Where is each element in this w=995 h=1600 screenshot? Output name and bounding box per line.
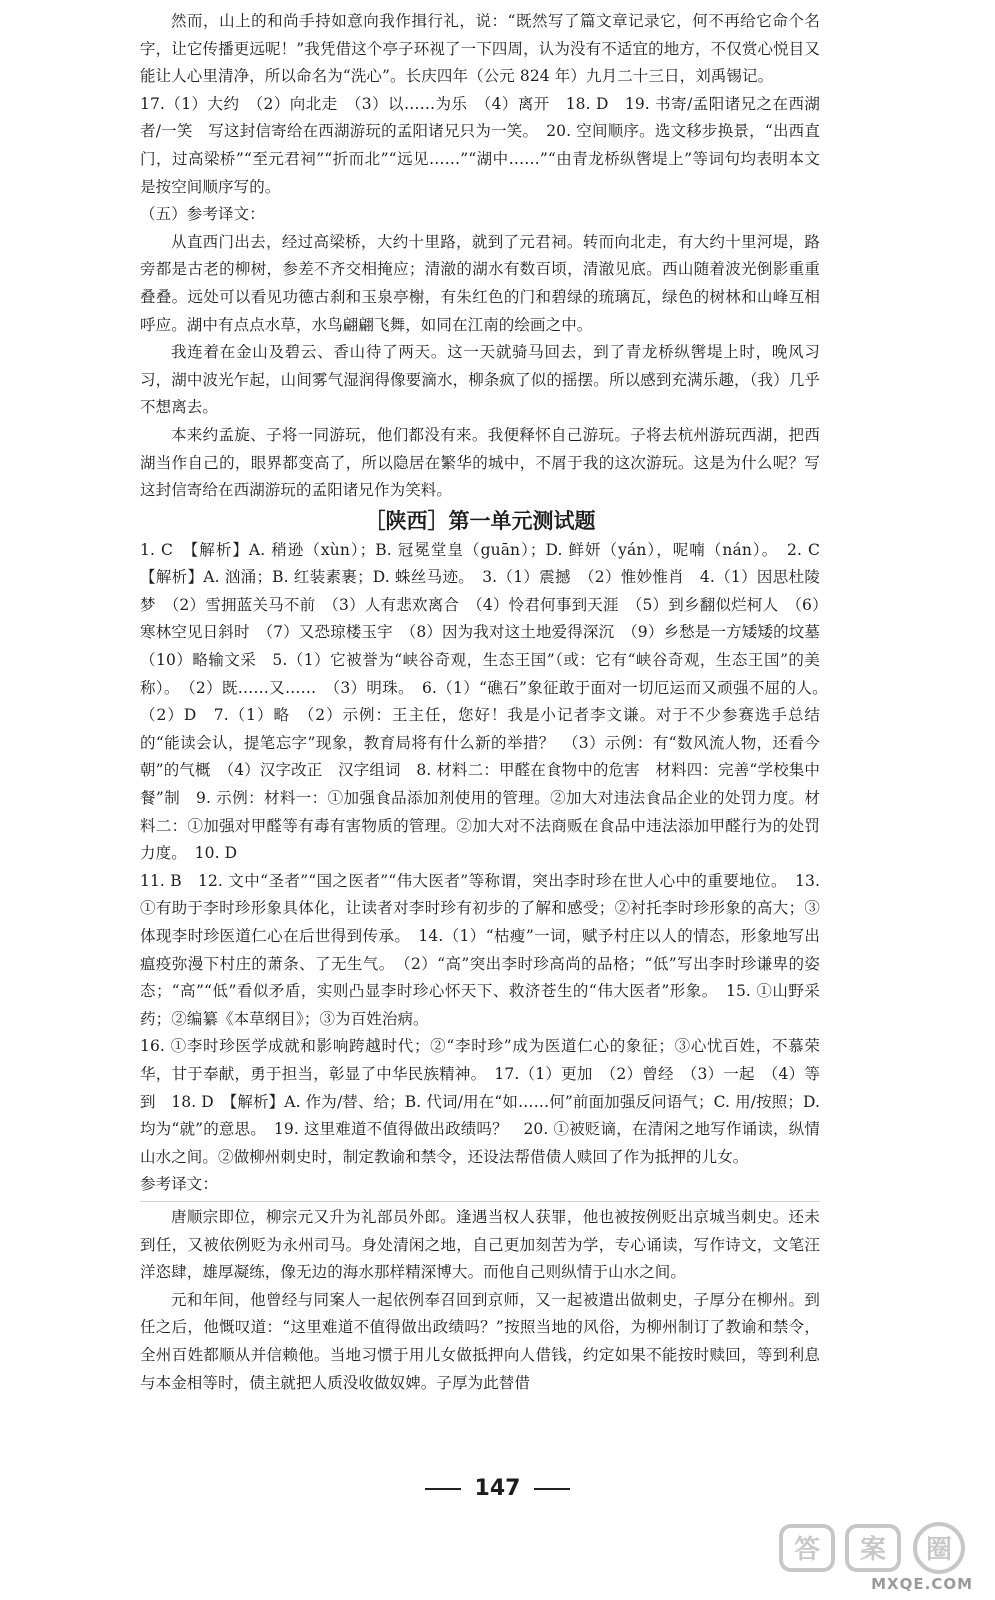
page-number-value: 147 (474, 1476, 521, 1501)
paragraph-p8: 11. B 12. 文中“圣者”“国之医者”“伟大医者”等称谓，突出李时珍在世人心中的重要地位。 13. ①有助于李时珍形象具体化，让读者对李时珍有初步的了解和感受；②衬托李时珍形象的高大；③体现李时珍医道仁心在后世得到传承。 14.（1）“枯瘦”一词，赋予村庄以人的情态，形象地写出瘟疫弥漫下村庄的萧条、了无生气。 （2）“高”突出李时珍高尚的品格；“低”写出李时珍谦卑的姿态；“高”“低”看似矛盾，实则凸显李时珍心怀天下、救济苍生的“伟大医者”形象。 15. ①山野采药；②编纂《本草纲目》；③为百姓治病。 (140, 871, 820, 1028)
paragraph-p1: 然而，山上的和尚手持如意向我作揖行礼，说：“既然写了篇文章记录它，何不再给它命个名字，让它传播更远呢！”我凭借这个亭子环视了一下四周，认为没有不适宜的地方，不仅赏心悦目又能让人心里清净，所以命名为“洗心”。长庆四年（公元 824 年）九月二十三日，刘禹锡记。 (140, 12, 820, 86)
paragraph-p10: 参考译文： (140, 1175, 219, 1194)
watermark-char-3: 圈 (925, 1535, 953, 1565)
paragraph-p11: 唐顺宗即位，柳宗元又升为礼部员外郎。逢遇当权人获罪，他也被按例贬出京城当刺史。还未到任，又被依例贬为永州司马。身处清闲之地，自己更加刻苦为学，专心诵读，写作诗文，文笔汪洋恣肆，雄厚凝练，像无边的海水那样精深博大。而他自己则纵情于山水之间。 (140, 1207, 820, 1282)
paragraph-p12: 元和年间，他曾经与同案人一起依例奉召回到京师，又一起被遣出做刺史，子厚分在柳州。到任之后，他慨叹道：“这里难道不值得做出政绩吗？”按照当地的风俗，为柳州制订了教谕和禁令，全州百姓都顺从并信赖他。当地习惯于用儿女做抵押向人借钱，约定如果不能按时赎回，等到利息与本金相等时，债主就把人质没收做奴婢。子厚为此替借 (140, 1290, 820, 1392)
page-number (0, 1476, 995, 1501)
page-number-dash-right (534, 1488, 570, 1490)
translation-section (140, 1204, 820, 1397)
paragraph-p3: （五）参考译文： (140, 205, 265, 224)
paragraph-p6: 本来约孟旋、子将一同游玩，他们都没有来。我便释怀自己游玩。子将去杭州游玩西湖，把西湖当作自己的，眼界都变高了，所以隐居在繁华的城中，不屑于我的这次游玩。这是为什么呢？写这封信寄给在西湖游玩的孟阳诸兄作为笑料。 (140, 425, 820, 500)
paragraph-p7: 1. C 【解析】A. 稍逊（xùn）；B. 冠冕堂皇（guān）；D. 鲜妍（yán），呢喃（nán）。 2. C 【解析】A. 汹涌；B. 红装素裹；D. 蛛丝马迹。 3.（1）震撼 （2）惟妙惟肖 4.（1）因思杜陵梦 （2）雪拥蓝关马不前 （3）人有悲欢离合 （4）怜君何事到天涯 （5）到乡翻似烂柯人 （6）寒林空见日斜时 （7）又恐琼楼玉宇 （8）因为我对这土地爱得深沉 （9）乡愁是一方矮矮的坟墓 （10）略输文采 5.（1）它被誉为“峡谷奇观，生态王国”（或：它有“峡谷奇观，生态王国”的美称）。 （2）既……又…… （3）明珠。 6.（1）“礁石”象征敢于面对一切厄运而又顽强不屈的人。 （2）D 7.（1）略 （2）示例：王主任，您好！我是小记者李文谦。对于不少参赛选手总结的“能读会认，提笔忘字”现象，教育局将有什么新的举措？ （3）示例：有“数风流人物，还看今朝”的气概 （4）汉字改正 汉字组词 8. 材料二：甲醛在食物中的危害 材料四：完善“学校集中餐”制 9. 示例：材料一：①加强食品添加剂使用的管理。②加大对违法食品企业的处罚力度。材料二：①加强对甲醛等有毒有害物质的管理。②加大对不法商贩在食品中违法添加甲醛行为的处罚力度。 10. D (140, 540, 836, 863)
answer-section-unit-test (140, 537, 836, 1199)
divider (140, 1201, 820, 1202)
paragraph-p5: 我连着在金山及碧云、香山待了两天。这一天就骑马回去，到了青龙桥纵辔堤上时，晚风习习，湖中波光乍起，山间雾气湿润得像要滴水，柳条疯了似的摇摆。所以感到充满乐趣，（我）几乎不想离去。 (140, 343, 820, 417)
watermark-text: MXQE.COM (871, 1575, 973, 1593)
page-content (140, 8, 836, 1397)
watermark-char-1: 答 (793, 1535, 821, 1565)
watermark-char-2: 案 (859, 1535, 887, 1565)
section-heading: ［陕西］第一单元测试题 (364, 508, 596, 533)
paragraph-p2: 17.（1）大约 （2）向北走 （3）以……为乐 （4）离开 18. D 19. 书寄/孟阳诸兄之在西湖者/一笑 写这封信寄给在西湖游玩的孟阳诸兄只为一笑。 20. 空间顺序。选文移步换景，“出西直门，过高梁桥”“至元君祠”“折而北”“远见……”“湖中……”“由青龙桥纵辔堤上”等词句均表明本文是按空间顺序写的。 (140, 94, 820, 196)
answer-section-top (140, 8, 820, 505)
paragraph-p9: 16. ①李时珍医学成就和影响跨越时代；②“李时珍”成为医道仁心的象征；③心忧百姓，不慕荣华，甘于奉献，勇于担当，彰显了中华民族精神。 17.（1）更加 （2）曾经 （3）一起 （4）等到 18. D 【解析】A. 作为/替、给；B. 代词/用在“如……何”前面加强反问语气；C. 用/按照；D. 均为“就”的意思。 19. 这里难道不值得做出政绩吗？ 20. ①被贬谪，在清闲之地写作诵读，纵情山水之间。②做柳州刺史时，制定教谕和禁令，还设法帮借债人赎回了作为抵押的儿女。 (140, 1037, 820, 1166)
page-number-dash-left (425, 1488, 461, 1490)
paragraph-p4: 从直西门出去，经过高梁桥，大约十里路，就到了元君祠。转而向北走，有大约十里河堤，路旁都是古老的柳树，参差不齐交相掩应；清澈的湖水有数百顷，清澈见底。西山随着波光倒影重重叠叠。远处可以看见功德古刹和玉泉亭榭，有朱红色的门和碧绿的琉璃瓦，绿色的树林和山峰互相呼应。湖中有点点水草，水鸟翩翩飞舞，如同在江南的绘画之中。 (140, 232, 820, 334)
